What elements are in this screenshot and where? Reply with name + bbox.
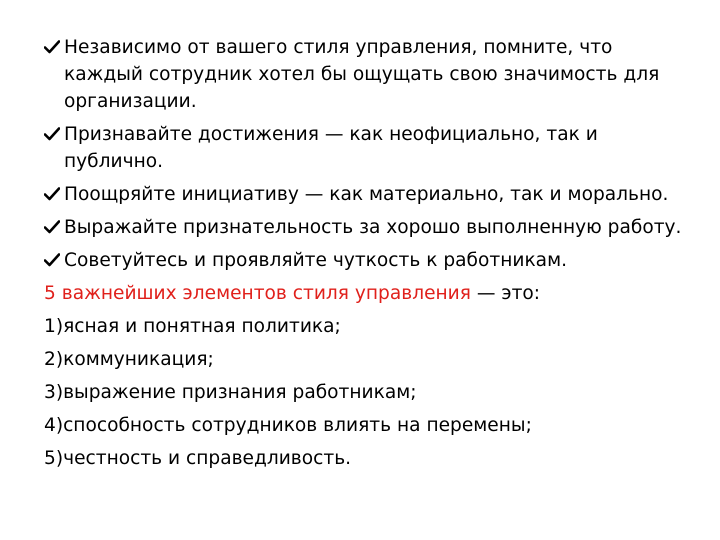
checkmark-icon	[44, 253, 60, 267]
bullet-item	[44, 121, 694, 175]
element-item: 2)коммуникация;	[44, 349, 214, 370]
summary-highlight: 5 важнейших элементов стиля управления	[44, 283, 471, 304]
element-item: 1)ясная и понятная политика;	[44, 316, 341, 337]
bullet-item	[44, 34, 694, 115]
checkmark-icon	[44, 127, 60, 141]
bullet-item	[44, 181, 694, 208]
bullet-text: Признавайте достижения — как неофициально, так и публично.	[64, 124, 598, 172]
summary-line	[44, 280, 694, 307]
bullet-item	[44, 247, 694, 274]
element-item: 5)честность и справедливость.	[44, 448, 352, 469]
bullet-text: Выражайте признательность за хорошо выполненную работу.	[64, 217, 682, 238]
checkmark-icon	[44, 40, 60, 54]
element-item: 3)выражение признания работникам;	[44, 382, 417, 403]
bullet-text: Поощряйте инициативу — как материально, так и морально.	[64, 184, 669, 205]
checkmark-icon	[44, 220, 60, 234]
summary-rest: — это:	[470, 283, 541, 304]
bullet-item	[44, 214, 694, 241]
slide-content	[44, 34, 694, 478]
bullet-text: Советуйтесь и проявляйте чуткость к работникам.	[64, 250, 568, 271]
element-item: 4)способность сотрудников влиять на перемены;	[44, 415, 532, 436]
bullet-text: Независимо от вашего стиля управления, помните, что каждый сотрудник хотел бы ощущать свою значимость для организации.	[64, 37, 660, 112]
checkmark-icon	[44, 187, 60, 201]
